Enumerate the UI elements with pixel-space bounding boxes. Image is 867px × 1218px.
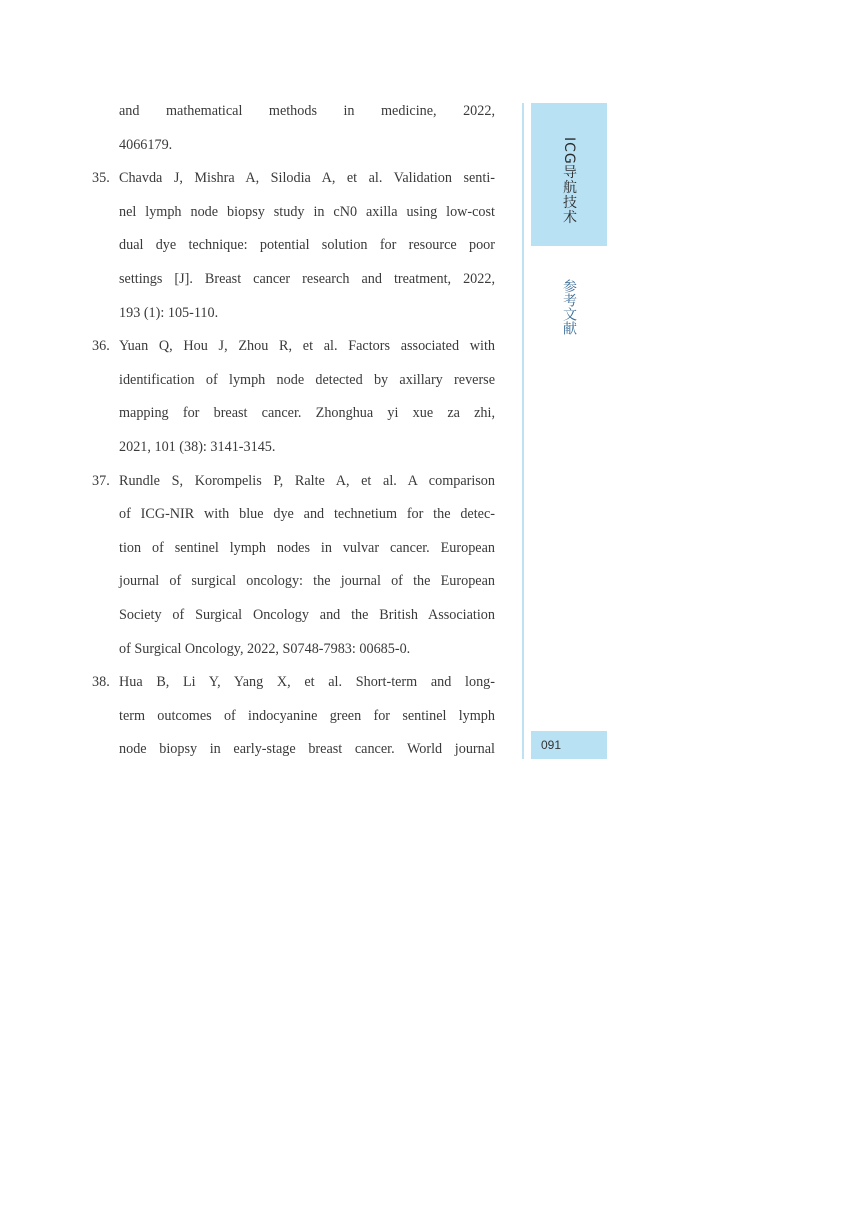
- reference-text: journal of surgical oncology: the journal of the European: [119, 573, 495, 590]
- reference-text: Society of Surgical Oncology and the British Association: [119, 606, 495, 623]
- reference-number: 38.: [92, 674, 110, 691]
- reference-text: 4066179.: [119, 136, 173, 153]
- reference-text: Rundle S, Korompelis P, Ralte A, et al. A comparison: [119, 472, 495, 489]
- vertical-divider: [522, 103, 524, 759]
- reference-line: [92, 263, 495, 297]
- section-label: 参考文献: [561, 279, 577, 335]
- reference-line: [92, 633, 495, 667]
- reference-text: term outcomes of indocyanine green for sentinel lymph: [119, 707, 495, 724]
- reference-line: [92, 599, 495, 633]
- reference-text: nel lymph node biopsy study in cN0 axilla using low-cost: [119, 203, 495, 220]
- reference-number: 37.: [92, 472, 110, 489]
- reference-line: [92, 229, 495, 263]
- reference-line: [92, 532, 495, 566]
- reference-line: [92, 129, 495, 163]
- reference-number: 36.: [92, 338, 110, 355]
- chapter-tab: [531, 103, 607, 246]
- reference-line: [92, 498, 495, 532]
- page-number-badge: [531, 731, 607, 759]
- reference-line: [92, 397, 495, 431]
- reference-line: [92, 330, 495, 364]
- reference-line: [92, 666, 495, 700]
- reference-text: of Surgical Oncology, 2022, S0748-7983: 00685-0.: [119, 640, 411, 657]
- page-number: 091: [541, 738, 562, 752]
- reference-line: [92, 196, 495, 230]
- reference-line: [92, 700, 495, 734]
- reference-text: and mathematical methods in medicine, 2022,: [119, 103, 495, 119]
- reference-text: Hua B, Li Y, Yang X, et al. Short-term and long-: [119, 674, 495, 691]
- reference-number: 35.: [92, 170, 110, 187]
- reference-text: Chavda J, Mishra A, Silodia A, et al. Validation senti-: [119, 170, 495, 187]
- reference-line: [92, 297, 495, 331]
- reference-list: [92, 95, 495, 767]
- reference-text: settings [J]. Breast cancer research and treatment, 2022,: [119, 270, 495, 287]
- reference-line: [92, 162, 495, 196]
- reference-text: 193 (1): 105-110.: [119, 304, 219, 321]
- reference-text: identification of lymph node detected by axillary reverse: [119, 371, 495, 388]
- reference-line: [92, 431, 495, 465]
- reference-text: node biopsy in early-stage breast cancer. World journal: [119, 741, 495, 758]
- chapter-tab-label: ICG导航技术: [561, 137, 577, 225]
- reference-text: dual dye technique: potential solution for resource poor: [119, 237, 495, 254]
- reference-line: [92, 465, 495, 499]
- reference-text: 2021, 101 (38): 3141-3145.: [119, 438, 276, 455]
- reference-text: Yuan Q, Hou J, Zhou R, et al. Factors associated with: [119, 338, 495, 355]
- reference-text: of ICG-NIR with blue dye and technetium for the detec-: [119, 506, 495, 523]
- reference-line: [92, 733, 495, 767]
- reference-line: [92, 364, 495, 398]
- reference-text: tion of sentinel lymph nodes in vulvar cancer. European: [119, 539, 495, 556]
- reference-line: [92, 565, 495, 599]
- reference-text: mapping for breast cancer. Zhonghua yi xue za zhi,: [119, 405, 495, 422]
- reference-line: [92, 95, 495, 129]
